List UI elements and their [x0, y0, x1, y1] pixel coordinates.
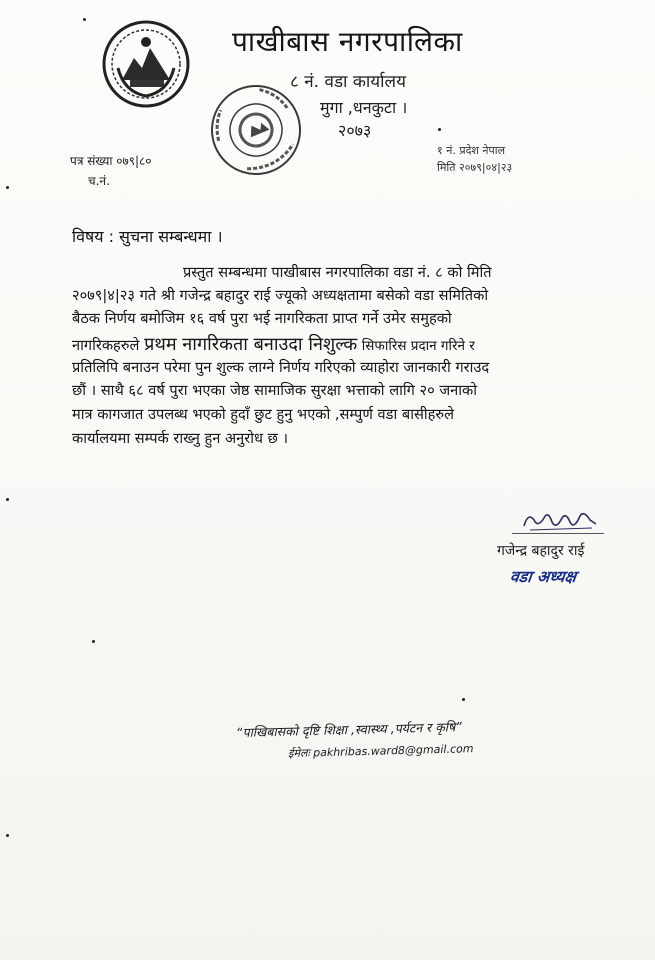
office-address: मुगा ,धनकुटा ।	[320, 98, 408, 117]
established-year: २०७३	[338, 121, 372, 140]
signer-title-stamp: वडा अध्यक्ष	[508, 567, 578, 586]
scan-speck	[462, 698, 465, 701]
handwritten-signature-icon	[520, 506, 600, 536]
scan-speck	[83, 18, 86, 21]
body-line	[72, 332, 475, 356]
scan-speck	[438, 128, 441, 131]
body-line: कार्यालयमा सम्पर्क राख्नु हुन अनुरोध छ ।	[72, 430, 289, 447]
province-label: १ नं. प्रदेश नेपाल	[437, 144, 506, 157]
body-line: प्रतिलिपि बनाउन परेमा पुन शुल्क लाग्ने निर्णय गरिएको व्याहोरा जानकारी गराउद	[72, 359, 490, 376]
body-emphasis-text: प्रथम नागरिकता बनाउदा निशुल्क	[144, 334, 358, 355]
scan-speck	[6, 834, 9, 837]
body-line: प्रस्तुत सम्बन्धमा पाखीबास नगरपालिका वडा नं. ८ को मिति	[183, 264, 492, 281]
organization-name: पाखीबास नगरपालिका	[232, 25, 463, 58]
body-text-segment: सिफारिस प्रदान गरिने र	[361, 338, 475, 354]
signature-divider	[512, 533, 604, 534]
body-text-segment: नागरिकहरुले	[72, 337, 140, 354]
footer-slogan: “पाखिबासको दृष्टि शिक्षा ,स्वास्थ्य ,पर्यटन र कृषि”	[235, 719, 462, 740]
body-line: २०७९|४|२३ गते श्री गजेन्द्र बहादुर राई ज्यूको अध्यक्षतामा बसेको वडा समितिको	[72, 287, 489, 304]
ward-office: ८ नं. वडा कार्यालय	[290, 72, 406, 92]
scan-speck	[6, 186, 9, 189]
scan-speck	[92, 640, 95, 643]
letter-date: मिति २०७९|०४|२३	[437, 161, 513, 174]
letter-subject: विषय : सुचना सम्बन्धमा ।	[72, 227, 223, 246]
signer-name: गजेन्द्र बहादुर राई	[497, 543, 585, 559]
letter-number: पत्र संख्या ०७९|८०	[70, 154, 152, 168]
body-line: छौं । साथै ६८ वर्ष पुरा भएका जेष्ठ सामाजिक सुरक्षा भत्ताको लागि २० जनाको	[72, 382, 478, 399]
government-emblem-icon	[100, 18, 192, 110]
scan-speck	[6, 498, 9, 501]
body-line: बैठक निर्णय बमोजिम १६ वर्ष पुरा भई नागरिकता प्राप्त गर्ने उमेर समुहको	[72, 310, 452, 327]
body-line: मात्र कागजात उपलब्ध भएको हुदाँ छुट हुनु भएको ,सम्पुर्ण वडा बासीहरुले	[72, 406, 455, 423]
office-stamp-icon	[208, 82, 304, 178]
footer-email: ईमेलः pakhribas.ward8@gmail.com	[287, 742, 474, 760]
dispatch-number: च.नं.	[88, 174, 110, 188]
